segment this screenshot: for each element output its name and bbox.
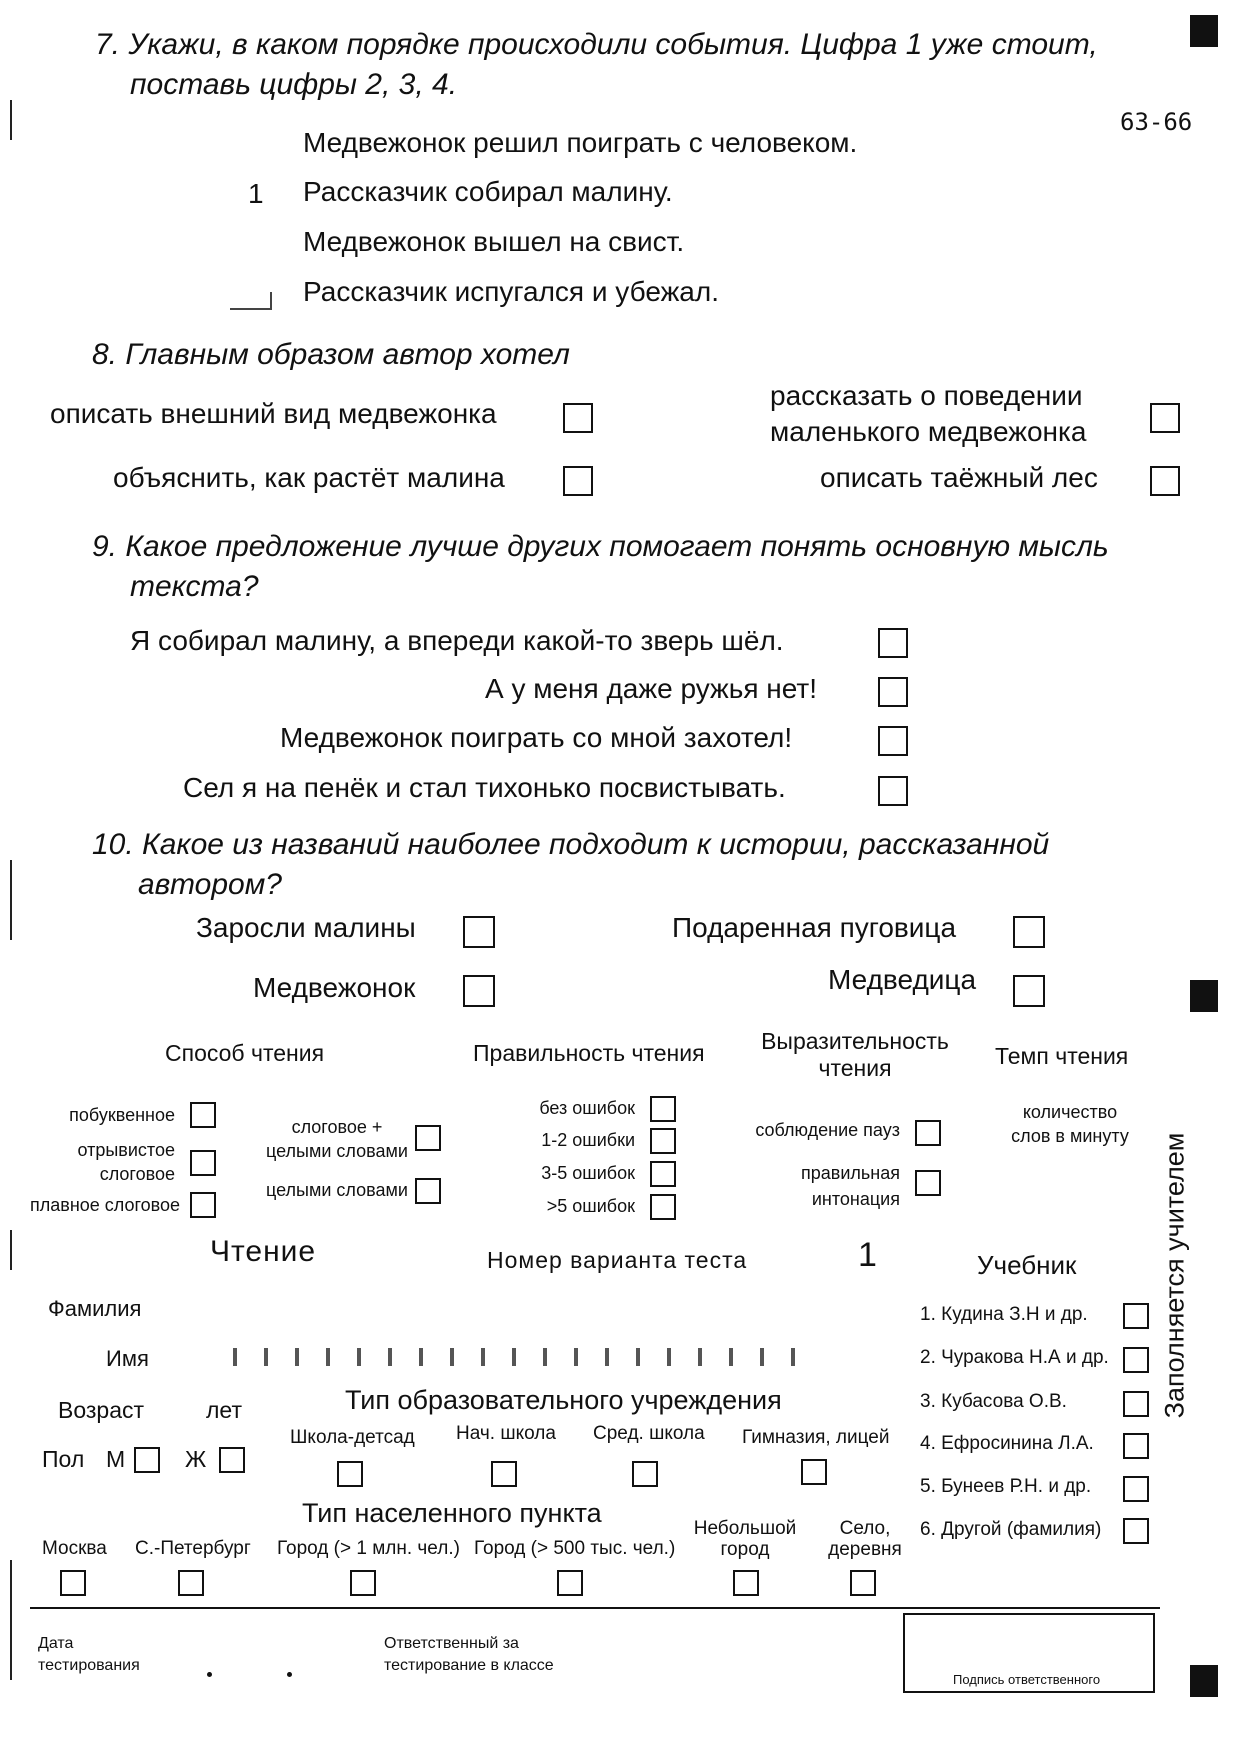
q7-item-2: Рассказчик собирал малину.: [303, 176, 673, 207]
q7-title-cont: поставь цифры 2, 3, 4.: [130, 68, 458, 101]
q7-item-1: Медвежонок решил поиграть с человеком.: [303, 127, 858, 158]
q9-checkbox-3[interactable]: [878, 726, 908, 756]
correct-more-5-errors: >5 ошибок: [546, 1196, 635, 1216]
q8-option-1: описать внешний вид медвежонка: [50, 398, 497, 429]
registration-mark: [1190, 980, 1218, 1012]
footer-divider: [30, 1607, 1160, 1609]
school-primary: Нач. школа: [456, 1423, 556, 1444]
correct-1-2-errors: 1-2 ошибки: [541, 1130, 635, 1150]
tempo-words-per-minute: [990, 1100, 1150, 1148]
correct-no-errors-checkbox[interactable]: [650, 1096, 676, 1122]
textbook-5-checkbox[interactable]: [1123, 1476, 1149, 1502]
settlement-city-1m: Город (> 1 млн. чел.): [277, 1538, 460, 1559]
q8-checkbox-2[interactable]: [1150, 403, 1180, 433]
q10-title: 10. Какое из названий наиболее подходит к истории, рассказанной: [92, 828, 1050, 861]
q9-option-3: Медвежонок поиграть со мной захотел!: [280, 722, 793, 753]
textbook-3: 3. Кубасова О.В.: [920, 1391, 1067, 1412]
header-expressiveness: [745, 1028, 965, 1082]
method-choppy-checkbox[interactable]: [190, 1150, 216, 1176]
variant-label: Номер варианта теста: [487, 1247, 748, 1273]
responsible-label: [384, 1633, 554, 1677]
settlement-small-town-line1: Небольшой: [693, 1518, 797, 1539]
q9-checkbox-2[interactable]: [878, 677, 908, 707]
school-type-label: Тип образовательного учреждения: [345, 1385, 782, 1415]
header-expressiveness-line1: Выразительность: [761, 1028, 949, 1054]
years-label: лет: [206, 1397, 242, 1423]
textbook-4: 4. Ефросинина Л.А.: [920, 1433, 1094, 1454]
teacher-fill-label: Заполняется учителем: [1159, 1132, 1190, 1419]
method-whole-words: целыми словами: [266, 1180, 408, 1200]
settlement-small-town-line2: город: [720, 1539, 770, 1560]
reading-label: Чтение: [210, 1235, 317, 1268]
correct-no-errors: без ошибок: [539, 1098, 635, 1118]
expr-intonation-checkbox[interactable]: [915, 1170, 941, 1196]
settlement-small-town-checkbox[interactable]: [733, 1570, 759, 1596]
q8-title: 8. Главным образом автор хотел: [92, 338, 570, 371]
name-input-ticks[interactable]: [233, 1348, 822, 1371]
name-label: Имя: [106, 1346, 149, 1371]
q8-option-2a: рассказать о поведении: [770, 380, 1083, 411]
textbook-1-checkbox[interactable]: [1123, 1303, 1149, 1329]
textbook-5: 5. Бунеев Р.Н. и др.: [920, 1476, 1092, 1497]
q7-answer-mark: [230, 292, 272, 310]
q10-checkbox-4[interactable]: [1013, 975, 1045, 1007]
textbook-4-checkbox[interactable]: [1123, 1433, 1149, 1459]
method-choppy: [40, 1138, 175, 1186]
correct-more-5-errors-checkbox[interactable]: [650, 1194, 676, 1220]
method-letter-checkbox[interactable]: [190, 1102, 216, 1128]
q9-title: 9. Какое предложение лучше других помогает понять основную мысль: [92, 530, 1109, 563]
method-syllable-words-line1: слоговое +: [291, 1117, 383, 1137]
correct-3-5-errors: 3-5 ошибок: [541, 1163, 635, 1183]
gender-f-checkbox[interactable]: [219, 1447, 245, 1473]
tempo-line2: слов в минуту: [1011, 1126, 1129, 1146]
method-syllable-words: [262, 1115, 412, 1163]
q10-option-3: Медвежонок: [253, 972, 416, 1003]
school-secondary: Сред. школа: [593, 1423, 705, 1444]
surname-label: Фамилия: [48, 1296, 142, 1321]
responsible-line2: тестирование в классе: [384, 1657, 554, 1674]
textbook-6: 6. Другой (фамилия): [920, 1519, 1102, 1540]
q9-option-4: Сел я на пенёк и стал тихонько посвистывать.: [183, 772, 786, 803]
settlement-village: [815, 1518, 915, 1560]
settlement-village-checkbox[interactable]: [850, 1570, 876, 1596]
q7-item-4: Рассказчик испугался и убежал.: [303, 276, 719, 307]
textbook-3-checkbox[interactable]: [1123, 1391, 1149, 1417]
scan-edge: [10, 1230, 12, 1270]
header-tempo: Темп чтения: [995, 1043, 1129, 1069]
gender-m-label: М: [106, 1446, 126, 1472]
textbook-label: Учебник: [977, 1250, 1077, 1280]
date-dot: [207, 1672, 212, 1677]
method-syllable-words-checkbox[interactable]: [415, 1125, 441, 1151]
signature-label: Подпись ответственного: [953, 1672, 1101, 1687]
gender-f-label: Ж: [185, 1446, 207, 1472]
expr-intonation-line1: правильная: [801, 1163, 900, 1183]
expr-intonation: [730, 1160, 900, 1212]
settlement-village-line2: деревня: [828, 1539, 902, 1560]
scan-edge: [10, 860, 12, 940]
q8-checkbox-3[interactable]: [563, 466, 593, 496]
q9-option-1: Я собирал малину, а впереди какой-то зверь шёл.: [130, 625, 784, 656]
q10-option-2: Подаренная пуговица: [672, 912, 957, 943]
method-smooth: плавное слоговое: [30, 1195, 181, 1215]
settlement-spb-checkbox[interactable]: [178, 1570, 204, 1596]
test-date-label: [38, 1633, 140, 1677]
q7-item-3: Медвежонок вышел на свист.: [303, 226, 685, 257]
scan-edge: [10, 1560, 12, 1680]
q8-option-4: описать таёжный лес: [820, 462, 1098, 493]
school-primary-checkbox[interactable]: [491, 1461, 517, 1487]
tempo-line1: количество: [1022, 1102, 1118, 1122]
settlement-city-500k-checkbox[interactable]: [557, 1570, 583, 1596]
q7-item-2-num: 1: [248, 178, 264, 209]
q8-checkbox-4[interactable]: [1150, 466, 1180, 496]
gender-m-checkbox[interactable]: [134, 1447, 160, 1473]
registration-mark: [1190, 15, 1218, 47]
settlement-village-line1: Село,: [839, 1518, 891, 1539]
school-kindergarten-checkbox[interactable]: [337, 1461, 363, 1487]
header-expressiveness-line2: чтения: [818, 1055, 892, 1081]
settlement-spb: С.-Петербург: [135, 1538, 251, 1559]
q8-checkbox-1[interactable]: [563, 403, 593, 433]
q8-option-3: объяснить, как растёт малина: [113, 462, 505, 493]
test-date-line2: тестирования: [38, 1657, 140, 1674]
settlement-moscow: Москва: [42, 1538, 107, 1559]
method-syllable-words-line2: целыми словами: [266, 1141, 408, 1161]
settlement-moscow-checkbox[interactable]: [60, 1570, 86, 1596]
method-letter: побуквенное: [69, 1105, 175, 1125]
q9-option-2: А у меня даже ружья нет!: [485, 673, 817, 704]
textbook-2-checkbox[interactable]: [1123, 1347, 1149, 1373]
school-gymnasium-checkbox[interactable]: [801, 1459, 827, 1485]
registration-mark: [1190, 1665, 1218, 1697]
textbook-6-checkbox[interactable]: [1123, 1518, 1149, 1544]
expr-pauses-checkbox[interactable]: [915, 1120, 941, 1146]
method-whole-words-checkbox[interactable]: [415, 1178, 441, 1204]
school-gymnasium: Гимназия, лицей: [742, 1427, 890, 1448]
q9-checkbox-1[interactable]: [878, 628, 908, 658]
header-reading-method: Способ чтения: [165, 1040, 325, 1066]
q9-title-cont: текста?: [130, 570, 259, 603]
q7-title: 7. Укажи, в каком порядке происходили события. Цифра 1 уже стоит,: [95, 28, 1098, 61]
q9-checkbox-4[interactable]: [878, 776, 908, 806]
school-secondary-checkbox[interactable]: [632, 1461, 658, 1487]
date-dot: [287, 1672, 292, 1677]
test-date-line1: Дата: [38, 1635, 74, 1652]
correct-3-5-errors-checkbox[interactable]: [650, 1161, 676, 1187]
gender-label: Пол: [42, 1446, 85, 1472]
q10-title-cont: автором?: [138, 868, 282, 901]
scan-edge: [10, 100, 12, 140]
settlement-type-label: Тип населенного пункта: [302, 1498, 602, 1528]
expr-intonation-line2: интонация: [811, 1189, 900, 1209]
q10-checkbox-2[interactable]: [1013, 916, 1045, 948]
correct-1-2-errors-checkbox[interactable]: [650, 1128, 676, 1154]
method-choppy-line1: отрывистое: [77, 1140, 175, 1160]
settlement-city-500k: Город (> 500 тыс. чел.): [474, 1538, 676, 1559]
q10-option-1: Заросли малины: [196, 912, 416, 943]
method-smooth-checkbox[interactable]: [190, 1192, 216, 1218]
responsible-line1: Ответственный за: [384, 1635, 519, 1652]
q10-checkbox-3[interactable]: [463, 975, 495, 1007]
school-kindergarten: Школа-детсад: [290, 1427, 415, 1448]
variant-value: 1: [858, 1236, 877, 1274]
settlement-city-1m-checkbox[interactable]: [350, 1570, 376, 1596]
q10-option-4: Медведица: [828, 964, 977, 995]
expr-pauses: соблюдение пауз: [755, 1120, 900, 1140]
q10-checkbox-1[interactable]: [463, 916, 495, 948]
handwritten-note: 63-66: [1120, 108, 1193, 136]
method-choppy-line2: слоговое: [99, 1164, 175, 1184]
textbook-1: 1. Кудина З.Н и др.: [920, 1304, 1088, 1325]
q8-option-2b: маленького медвежонка: [770, 416, 1087, 447]
header-reading-correctness: Правильность чтения: [473, 1040, 705, 1066]
textbook-2: 2. Чуракова Н.А и др.: [920, 1347, 1109, 1368]
age-label: Возраст: [58, 1397, 145, 1423]
settlement-small-town: [690, 1518, 800, 1560]
